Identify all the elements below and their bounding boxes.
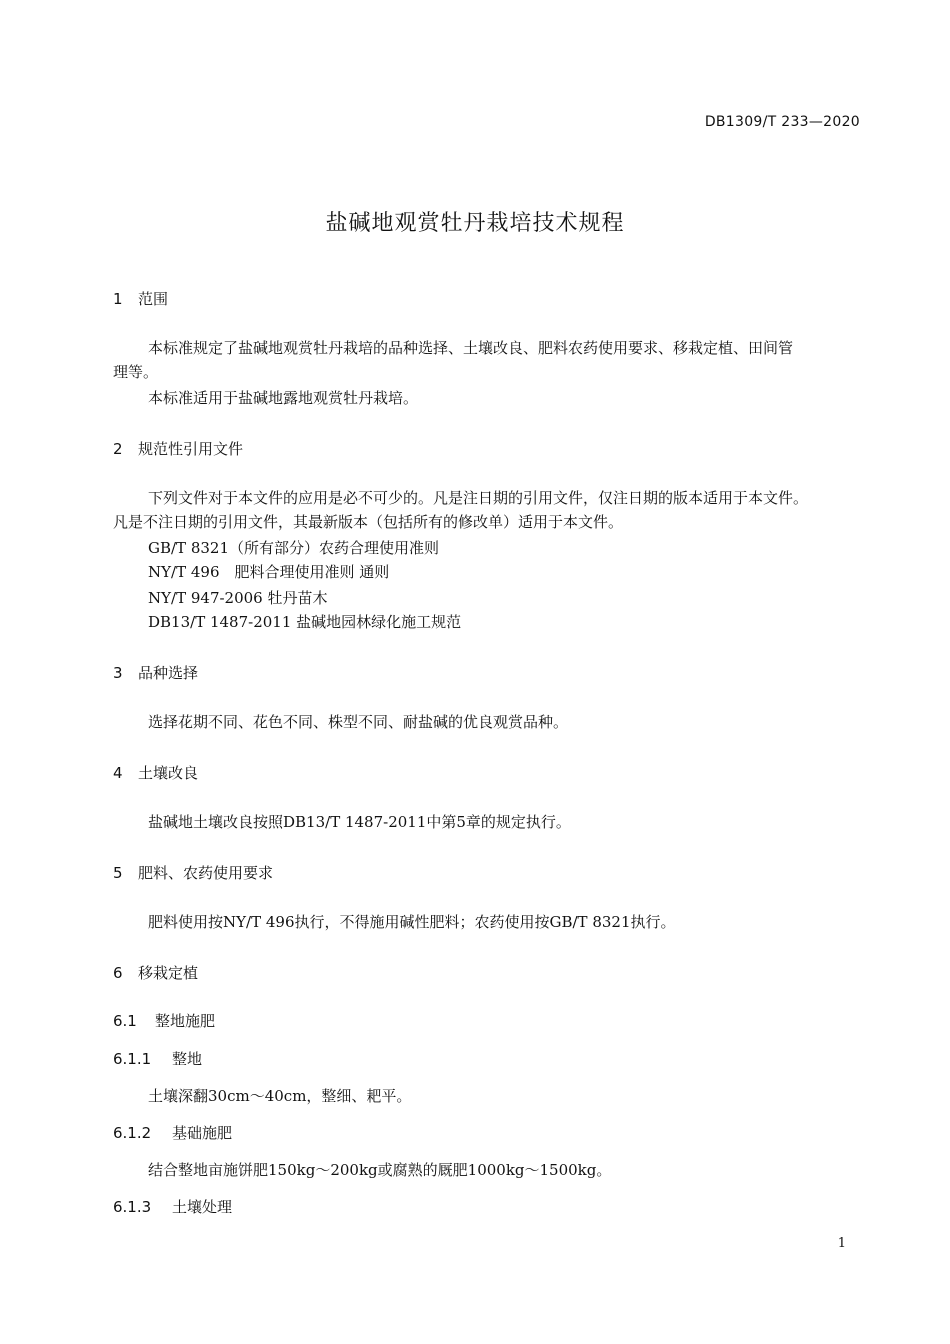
section-6-heading: [113, 962, 198, 983]
subsection-6-1-heading: [113, 1010, 215, 1031]
page-number: 1: [837, 1236, 846, 1251]
section-3-paragraph: 选择花期不同、花色不同、株型不同、耐盐碱的优良观赏品种。: [148, 713, 569, 731]
section-label: 品种选择: [138, 664, 199, 682]
section-label: 土壤处理: [172, 1198, 233, 1216]
section-label: 基础施肥: [172, 1124, 233, 1142]
reference-item: NY/T 496 肥料合理使用准则 通则: [148, 563, 390, 581]
section-number: 4: [113, 764, 123, 782]
section-label: 肥料、农药使用要求: [138, 864, 274, 882]
section-number: 6.1.1: [113, 1050, 152, 1068]
section-1-paragraph-1a: 本标准规定了盐碱地观赏牡丹栽培的品种选择、土壤改良、肥料农药使用要求、移栽定植、田间管: [148, 339, 794, 357]
section-label: 整地: [172, 1050, 203, 1068]
reference-item: GB/T 8321（所有部分）农药合理使用准则: [148, 539, 440, 557]
section-number: 6.1.2: [113, 1124, 152, 1142]
section-1-heading: [113, 288, 168, 309]
section-number: 2: [113, 440, 123, 458]
section-number: 5: [113, 864, 123, 882]
section-4-paragraph: 盐碱地土壤改良按照DB13/T 1487-2011中第5章的规定执行。: [148, 813, 571, 831]
section-5-heading: [113, 862, 273, 883]
reference-item: DB13/T 1487-2011 盐碱地园林绿化施工规范: [148, 613, 462, 631]
section-1-paragraph-1b: 理等。: [113, 363, 159, 381]
section-3-heading: [113, 662, 198, 683]
section-2-paragraph-1b: 凡是不注日期的引用文件，其最新版本（包括所有的修改单）适用于本文件。: [113, 513, 624, 531]
section-number: 6.1.3: [113, 1198, 152, 1216]
subsection-6-1-3-heading: [113, 1196, 232, 1217]
section-label: 规范性引用文件: [138, 440, 244, 458]
section-label: 整地施肥: [155, 1012, 216, 1030]
section-number: 3: [113, 664, 123, 682]
subsection-6-1-2-heading: [113, 1122, 232, 1143]
section-2-heading: [113, 438, 243, 459]
section-4-heading: [113, 762, 198, 783]
section-1-paragraph-2: 本标准适用于盐碱地露地观赏牡丹栽培。: [148, 389, 419, 407]
section-5-paragraph: 肥料使用按NY/T 496执行，不得施用碱性肥料；农药使用按GB/T 8321执行。: [148, 913, 676, 931]
section-2-paragraph-1a: 下列文件对于本文件的应用是必不可少的。凡是注日期的引用文件，仅注日期的版本适用于本文件。: [148, 489, 809, 507]
section-label: 移栽定植: [138, 964, 199, 982]
section-number: 6: [113, 964, 123, 982]
section-number: 6.1: [113, 1012, 137, 1030]
document-title: 盐碱地观赏牡丹栽培技术规程: [325, 211, 625, 236]
reference-item: NY/T 947-2006 牡丹苗木: [148, 589, 328, 607]
subsection-6-1-1-paragraph: 土壤深翻30cm～40cm，整细、耙平。: [148, 1087, 412, 1105]
section-label: 范围: [138, 290, 169, 308]
subsection-6-1-1-heading: [113, 1048, 202, 1069]
standard-code: DB1309/T 233—2020: [704, 114, 860, 130]
section-number: 1: [113, 290, 123, 308]
subsection-6-1-2-paragraph: 结合整地亩施饼肥150kg～200kg或腐熟的厩肥1000kg～1500kg。: [148, 1161, 612, 1179]
section-label: 土壤改良: [138, 764, 199, 782]
